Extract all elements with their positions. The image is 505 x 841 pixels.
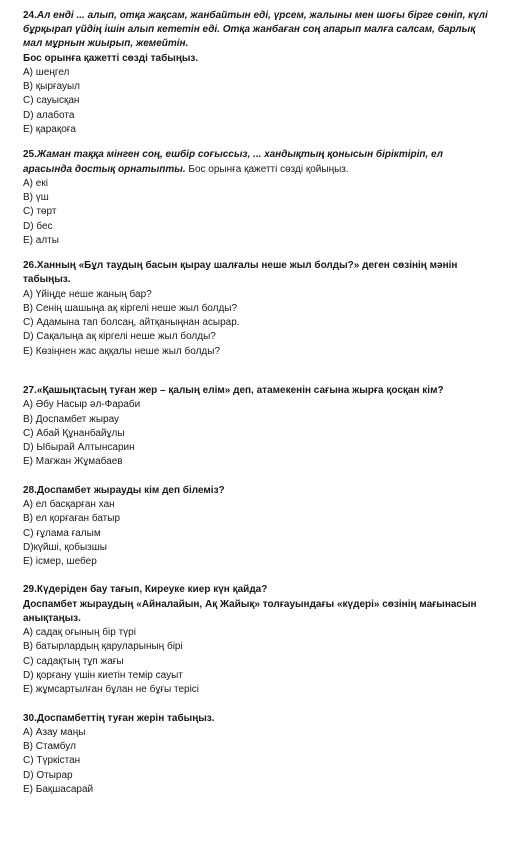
option-c: C) сауысқан	[23, 95, 80, 107]
question-text	[23, 712, 488, 726]
question-25	[23, 148, 488, 248]
option-b: B) үш	[23, 192, 49, 203]
option-a: A) Азау маңы	[23, 726, 86, 738]
option-a: A) шеңгел	[23, 66, 70, 78]
question-prompt: Ханның «Бұл таудың басын қырау шалғалы неше жыл болды?» деген сөзінің мәнін табыңыз.	[23, 260, 458, 286]
option-e: E) қарақоға	[23, 124, 76, 135]
options-list	[23, 498, 488, 569]
option-c: C) Адамына тап болсаң, айтқаныңнан асырар.	[23, 317, 240, 329]
option-d: D) бес	[23, 220, 53, 232]
question-quote: Күдеріден бау тағып, Киреуке киер күн қайда?	[36, 584, 268, 596]
option-e: E) ісмер, шебер	[23, 556, 97, 568]
option-c: C) Абай Құнанбайұлы	[23, 427, 125, 439]
question-passage: Жаман таққа мінген соң, ешбір соғыссыз, ... хандықтың қонысын біріктіріп, ел арасында достық орнатыпты.	[23, 149, 443, 175]
option-d: D) Ыбырай Алтынсарин	[23, 442, 135, 454]
question-30	[23, 712, 488, 798]
option-d: D)күйші, қобызшы	[23, 541, 107, 553]
question-text	[23, 148, 488, 176]
question-number: 27.	[23, 385, 37, 397]
option-b: B) Стамбул	[23, 741, 76, 753]
option-a: A) Әбу Насыр әл-Фараби	[23, 399, 141, 411]
option-a: A) ел басқарған хан	[23, 498, 115, 510]
option-b: B) ел қорғаған батыр	[23, 513, 121, 525]
question-number: 28.	[23, 484, 37, 496]
question-text	[23, 583, 488, 597]
option-a: A) Үйіңде неше жаның бар?	[23, 288, 152, 300]
question-text	[23, 9, 488, 52]
option-e: E) жұмсартылған бұлан не бұғы терісі	[23, 684, 200, 696]
question-text	[23, 384, 488, 398]
option-b: B) қырғауыл	[23, 81, 81, 93]
option-d: D) қорғану үшін киетін темір сауыт	[23, 669, 183, 681]
question-passage: Ал енді ... алып, отқа жақсам, жанбайтын еді, үрсем, жалыны мен шоғы бірге сөніп, күлі бұрқырап үйдің ішін алып кететін еді. Отқа жанбаған соң апарып малға салсам, барлық мал мұрнын жиырып, жемейтін.	[23, 10, 488, 50]
question-26	[23, 259, 488, 359]
question-number: 26.	[23, 260, 37, 272]
question-24	[23, 9, 488, 137]
question-number: 30.	[23, 712, 37, 724]
question-27	[23, 384, 488, 470]
option-c: C) Түркістан	[23, 755, 81, 767]
option-b: B) Доспамбет жырау	[23, 413, 120, 425]
question-prompt: Доспамбеттің туған жерін табыңыз.	[36, 712, 215, 724]
option-a: A) екі	[23, 177, 48, 189]
question-29	[23, 583, 488, 697]
option-d: D) Отырар	[23, 769, 73, 781]
question-prompt: Доспамбет жырауды кім деп білеміз?	[36, 484, 225, 496]
options-list	[23, 726, 488, 797]
question-text	[23, 259, 488, 287]
options-list	[23, 177, 488, 248]
question-prompt: Бос орынға қажетті сөзді қойыңыз.	[188, 163, 349, 175]
option-c: C) төрт	[23, 206, 57, 218]
option-b: B) Сенің шашыңа ақ кіргелі неше жыл болды?	[23, 302, 238, 314]
question-prompt: Бос орынға қажетті сөзді табыңыз.	[23, 52, 199, 64]
option-e: E) алты	[23, 234, 59, 246]
option-a: A) садақ оғының бір түрі	[23, 627, 136, 639]
question-prompt: Доспамбет жыраудың «Айналайын, Ақ Жайық» толғауындағы «күдері» сөзінің мағынасын анықтаңыз.	[23, 598, 477, 624]
question-number: 29.	[23, 584, 37, 596]
option-d: D) Сақалыңа ақ кіргелі неше жыл болды?	[23, 331, 216, 343]
options-list	[23, 626, 488, 697]
question-number: 24.	[23, 10, 37, 21]
option-e: E) Көзіңнен жас аққалы неше жыл болды?	[23, 345, 221, 357]
option-d: D) алабота	[23, 109, 75, 121]
options-list	[23, 398, 488, 469]
option-c: C) садақтың тұп жағы	[23, 655, 124, 667]
question-text	[23, 484, 488, 498]
option-c: C) ғұлама ғалым	[23, 527, 101, 539]
question-28	[23, 484, 488, 570]
options-list	[23, 66, 488, 137]
options-list	[23, 288, 488, 359]
option-b: B) батырлардың қаруларының бірі	[23, 641, 183, 653]
question-number: 25.	[23, 149, 37, 161]
test-page	[23, 9, 488, 797]
option-e: E) Бақшасарай	[23, 783, 94, 795]
question-prompt: «Қашықтасың туған жер – қалың елім» деп, атамекенін сағына жырға қосқан кім?	[36, 385, 444, 397]
option-e: E) Мағжан Жұмабаев	[23, 456, 123, 468]
